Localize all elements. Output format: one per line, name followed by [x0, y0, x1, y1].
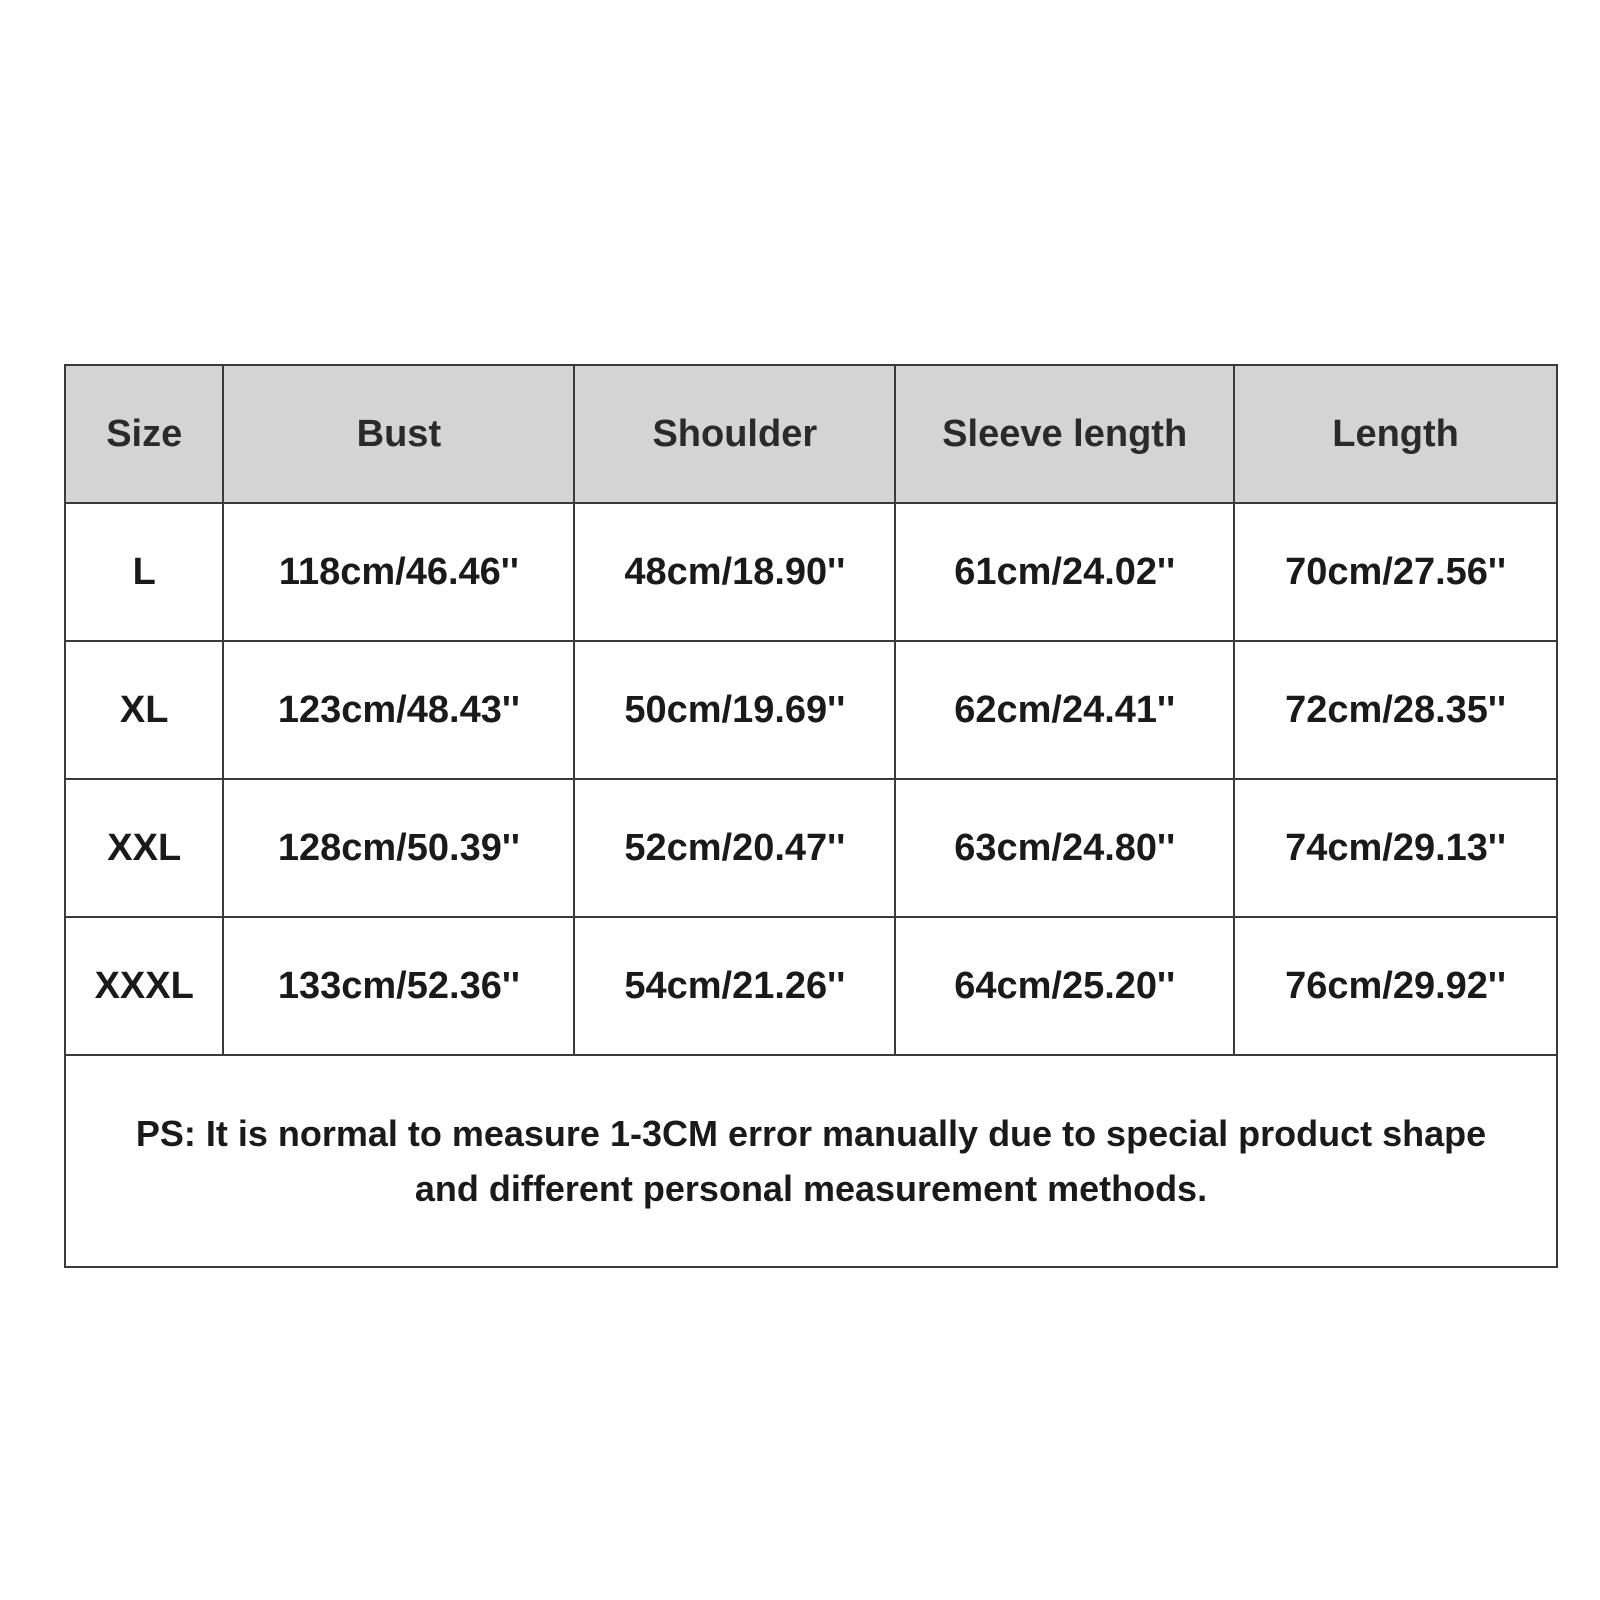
shoulder-cell: 52cm/20.47''	[574, 779, 895, 917]
table-row	[65, 917, 1557, 1055]
header-sleeve-length: Sleeve length	[895, 365, 1234, 503]
note-row	[65, 1055, 1557, 1267]
bust-cell: 123cm/48.43''	[223, 641, 574, 779]
shoulder-cell: 54cm/21.26''	[574, 917, 895, 1055]
sleeve-length-cell: 62cm/24.41''	[895, 641, 1234, 779]
header-length: Length	[1234, 365, 1557, 503]
size-cell: L	[65, 503, 223, 641]
length-cell: 74cm/29.13''	[1234, 779, 1557, 917]
table-row	[65, 641, 1557, 779]
shoulder-cell: 48cm/18.90''	[574, 503, 895, 641]
header-row	[65, 365, 1557, 503]
size-chart-table	[64, 364, 1558, 1268]
sleeve-length-cell: 63cm/24.80''	[895, 779, 1234, 917]
sleeve-length-cell: 64cm/25.20''	[895, 917, 1234, 1055]
header-size: Size	[65, 365, 223, 503]
table-row	[65, 779, 1557, 917]
bust-cell: 133cm/52.36''	[223, 917, 574, 1055]
bust-cell: 128cm/50.39''	[223, 779, 574, 917]
size-cell: XXL	[65, 779, 223, 917]
length-cell: 70cm/27.56''	[1234, 503, 1557, 641]
table-row	[65, 503, 1557, 641]
size-cell: XL	[65, 641, 223, 779]
note-line-2: and different personal measurement methods.	[414, 1168, 1208, 1209]
note-line-1: PS: It is normal to measure 1-3CM error manually due to special product shape	[135, 1113, 1487, 1154]
length-cell: 72cm/28.35''	[1234, 641, 1557, 779]
sleeve-length-cell: 61cm/24.02''	[895, 503, 1234, 641]
header-shoulder: Shoulder	[574, 365, 895, 503]
bust-cell: 118cm/46.46''	[223, 503, 574, 641]
size-cell: XXXL	[65, 917, 223, 1055]
measurement-note	[65, 1055, 1557, 1267]
shoulder-cell: 50cm/19.69''	[574, 641, 895, 779]
length-cell: 76cm/29.92''	[1234, 917, 1557, 1055]
header-bust: Bust	[223, 365, 574, 503]
